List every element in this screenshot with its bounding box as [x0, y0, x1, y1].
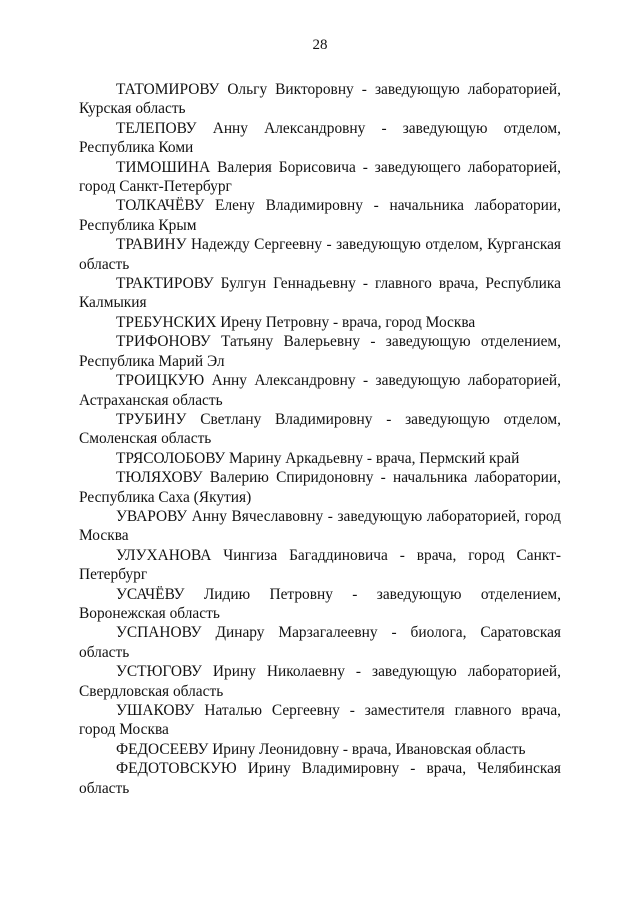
list-item: УВАРОВУ Анну Вячеславовну - заведующую лабораторией, город Москва	[79, 507, 561, 545]
list-item: УШАКОВУ Наталью Сергеевну - заместителя главного врача, город Москва	[79, 702, 561, 739]
list-item: ТРАКТИРОВУ Булгун Геннадьевну - главного врача, Республика Калмыкия	[79, 275, 561, 312]
list-item: ТЕЛЕПОВУ Анну Александровну - заведующую отделом, Республика Коми	[79, 119, 561, 157]
list-item: ТРУБИНУ Светлану Владимировну - заведующую отделом, Смоленская область	[79, 410, 561, 448]
list-item: ТРИФОНОВУ Татьяну Валерьевну - заведующую отделением, Республика Марий Эл	[79, 333, 561, 370]
list-item: ТОЛКАЧЁВУ Елену Владимировну - начальника лаборатории, Республика Крым	[79, 197, 561, 234]
list-item: ТРАВИНУ Надежду Сергеевну - заведующую отделом, Курганская область	[79, 236, 561, 273]
list-item: ТРЯСОЛОБОВУ Марину Аркадьевну - врача, Пермский край	[116, 449, 520, 467]
list-item: ФЕДОСЕЕВУ Ирину Леонидовну - врача, Ивановская область	[116, 740, 526, 758]
list-item: ТЮЛЯХОВУ Валерию Спиридоновну - начальника лаборатории, Республика Саха (Якутия)	[79, 469, 561, 506]
award-list	[79, 80, 561, 798]
list-item: ТРОИЦКУЮ Анну Александровну - заведующую лабораторией, Астраханская область	[79, 372, 561, 409]
list-item: ТРЕБУНСКИХ Ирену Петровну - врача, город Москва	[116, 313, 476, 331]
list-item: УСАЧЁВУ Лидию Петровну - заведующую отделением, Воронежская область	[79, 585, 561, 622]
list-item: ФЕДОТОВСКУЮ Ирину Владимировну - врача, Челябинская область	[79, 760, 561, 797]
list-item: УЛУХАНОВА Чингиза Багаддиновича - врача, город Санкт-Петербург	[79, 546, 561, 584]
page-number: 28	[312, 37, 328, 53]
list-item: ТИМОШИНА Валерия Борисовича - заведующего лабораторией, город Санкт-Петербург	[79, 158, 561, 196]
list-item: ТАТОМИРОВУ Ольгу Викторовну - заведующую лабораторией, Курская область	[79, 81, 561, 118]
list-item: УСТЮГОВУ Ирину Николаевну - заведующую лабораторией, Свердловская область	[79, 663, 561, 700]
list-item: УСПАНОВУ Динару Марзагалеевну - биолога, Саратовская область	[79, 624, 561, 661]
